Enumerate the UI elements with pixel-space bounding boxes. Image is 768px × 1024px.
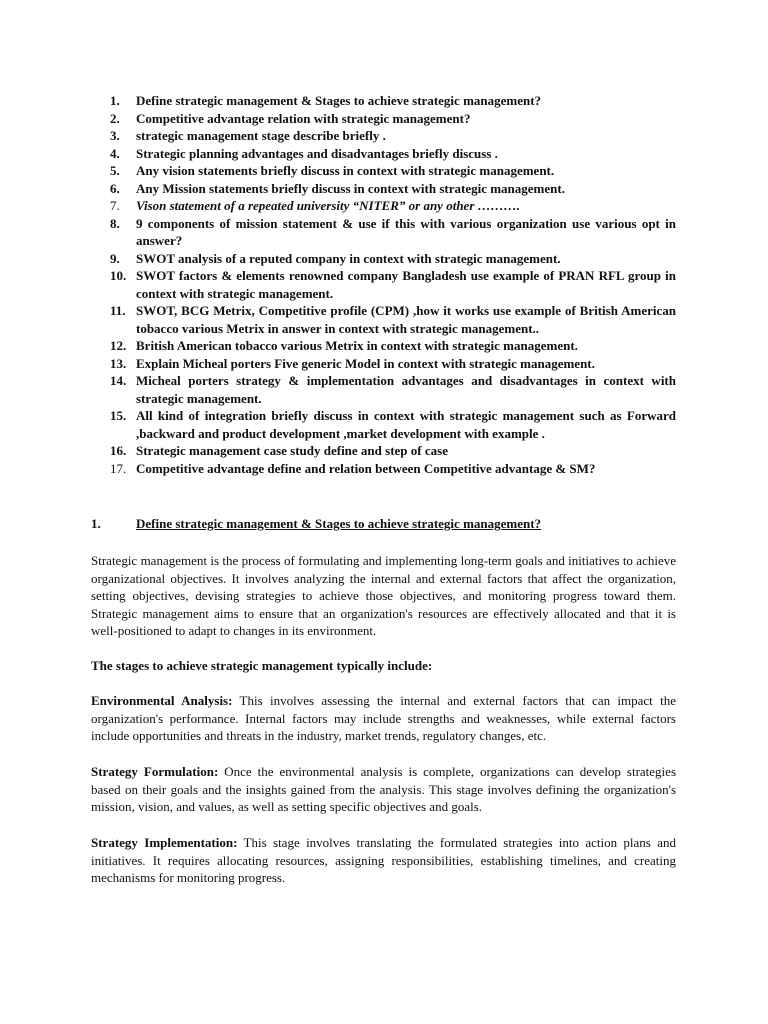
list-item-number: 2.	[110, 110, 120, 126]
list-item-number: 17.	[110, 460, 127, 476]
intro-paragraph: Strategic management is the process of formulating and implementing long-term goals and initiatives to achieve organizational objectives. It involves analyzing the internal and external factors that affect the organization, setting objectives, devising strategies to achieve those objectives, and monitoring progress toward them. Strategic management aims to ensure that an organization's resources are effectively allocated and that it is well-positioned to adapt to changes in its environment.	[91, 553, 676, 638]
list-item-number: 8.	[110, 215, 120, 231]
list-item-number: 12.	[110, 338, 127, 353]
section-heading-title: Define strategic management & Stages to achieve strategic management?	[136, 516, 542, 531]
list-item	[110, 442, 676, 460]
list-item	[110, 302, 676, 337]
stage-text: This stage involves translating the formulated strategies into action plans and initiatives. It requires allocating resources, assigning responsibilities, establishing timelines, and creating mechanisms for monitoring progress.	[91, 835, 676, 885]
list-item	[110, 460, 676, 478]
list-item-number: 4.	[110, 145, 120, 161]
stage-paragraph-strategy-implementation	[91, 834, 676, 887]
stage-term: Strategy Formulation:	[91, 764, 219, 779]
stage-term: Strategy Implementation:	[91, 835, 238, 850]
stage-paragraph-strategy-formulation	[91, 763, 676, 816]
list-item-number: 7.	[110, 198, 120, 213]
question-list	[110, 92, 676, 477]
list-item-text: SWOT, BCG Metrix, Competitive profile (CPM) ,how it works use example of British American tobacco various Metrix in answer in context with strategic management..	[136, 303, 676, 336]
list-item-text: 9 components of mission statement & use if this with various organization use various opt in answer?	[136, 215, 676, 248]
stages-heading: The stages to achieve strategic management typically include:	[91, 658, 433, 673]
list-item-number: 15.	[110, 408, 127, 423]
list-item-text: All kind of integration briefly discuss in context with strategic management such as Forward ,backward and product development ,market development with example .	[136, 408, 676, 441]
list-item	[110, 407, 676, 442]
list-item	[110, 145, 676, 163]
list-item	[110, 162, 676, 180]
list-item	[110, 215, 676, 250]
list-item-text: Strategic planning advantages and disadvantages briefly discuss .	[136, 145, 498, 161]
list-item	[110, 372, 676, 407]
list-item-number: 14.	[110, 373, 127, 388]
list-item-text: Any vision statements briefly discuss in context with strategic management.	[136, 163, 555, 178]
list-item-text: strategic management stage describe briefly .	[136, 128, 386, 143]
list-item-number: 3.	[110, 128, 120, 143]
list-item-text: Micheal porters strategy & implementation advantages and disadvantages in context with strategic management.	[136, 373, 676, 406]
list-item	[110, 355, 676, 373]
list-item-number: 6.	[110, 180, 120, 196]
stage-paragraph-environmental-analysis	[91, 692, 676, 745]
list-item	[110, 267, 676, 302]
list-item-number: 16.	[110, 443, 127, 458]
list-item-text: Competitive advantage define and relation between Competitive advantage & SM?	[136, 460, 596, 476]
list-item	[110, 127, 676, 145]
list-item-number: 5.	[110, 163, 120, 178]
stage-term: Environmental Analysis:	[91, 693, 233, 708]
list-item-text: Competitive advantage relation with strategic management?	[136, 110, 471, 126]
list-item-number: 1.	[110, 93, 120, 108]
stage-text: This involves assessing the internal and external factors that can impact the organization's performance. Internal factors may include strengths and weaknesses, while external factors include opportunities and threats in the industry, market trends, regulatory changes, etc.	[91, 693, 677, 743]
stage-text: Once the environmental analysis is complete, organizations can develop strategies based on their goals and the insights gained from the analysis. This stage involves defining the organization's mission, vision, and values, as well as setting specific objectives and goals.	[91, 764, 676, 814]
section-heading-number: 1.	[91, 516, 101, 531]
list-item-number: 10.	[110, 268, 127, 283]
list-item	[110, 92, 676, 110]
list-item-text: British American tobacco various Metrix in context with strategic management.	[136, 338, 578, 353]
list-item	[110, 250, 676, 268]
list-item-number: 13.	[110, 355, 127, 371]
list-item	[110, 110, 676, 128]
list-item-text: Define strategic management & Stages to achieve strategic management?	[136, 93, 542, 108]
list-item	[110, 180, 676, 198]
list-item	[110, 197, 676, 215]
list-item-text: Explain Micheal porters Five generic Model in context with strategic management.	[136, 355, 595, 371]
list-item-text: Strategic management case study define and step of case	[136, 443, 448, 458]
section-heading	[91, 516, 541, 532]
list-item	[110, 337, 676, 355]
list-item-text: Vison statement of a repeated university “NITER” or any other ……….	[136, 198, 520, 213]
list-item-number: 9.	[110, 250, 120, 266]
list-item-text: Any Mission statements briefly discuss in context with strategic management.	[136, 180, 565, 196]
list-item-text: SWOT analysis of a reputed company in context with strategic management.	[136, 250, 561, 266]
list-item-text: SWOT factors & elements renowned company Bangladesh use example of PRAN RFL group in context with strategic management.	[136, 268, 676, 301]
list-item-number: 11.	[110, 303, 126, 318]
